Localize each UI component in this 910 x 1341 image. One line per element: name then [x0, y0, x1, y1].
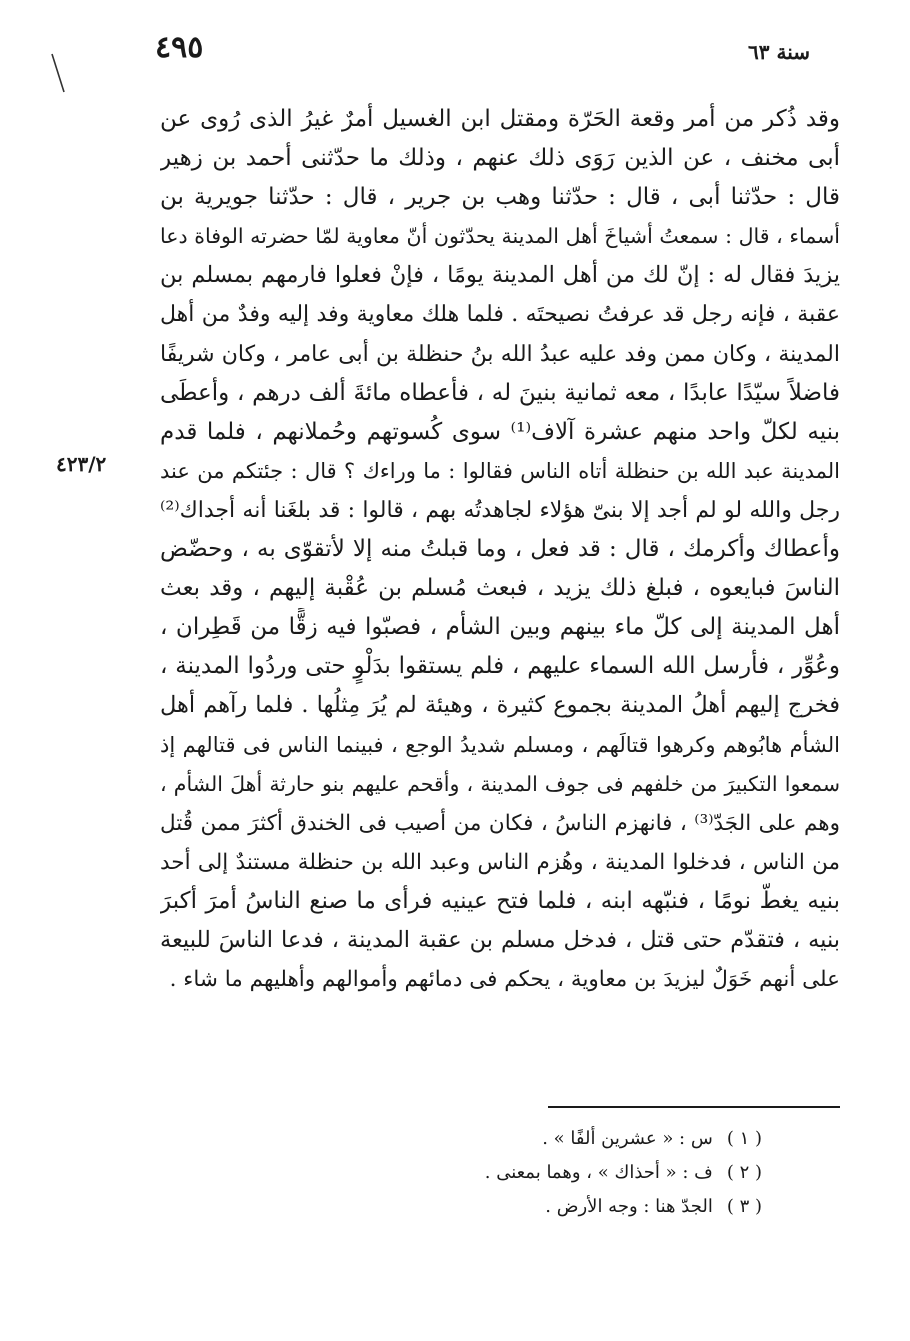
- text-line: الناسَ فبايعوه ، فبلغ ذلك يزيد ، فبعث مُسلم بن عُقْبة إليهم ، وقد بعث: [160, 575, 840, 602]
- text-line: وعُوِّر ، فأرسل الله السماء عليهم ، فلم يستقوا بدَلْوٍ حتى وردُوا المدينة ،: [160, 653, 840, 680]
- page-number: ٤٩٥: [155, 30, 204, 65]
- text-line: أسماء ، قال : سمعتُ أشياخَ أهل المدينة يحدّثون أنّ معاوية لمّا حضرته الوفاة دعا: [160, 224, 840, 249]
- text-line: أهل المدينة إلى كلّ ماء بينهم وبين الشأم ، فصبّوا فيه زقًّا من قَطِران ،: [160, 614, 840, 641]
- text-line: بنيه ، فتقدّم حتى قتل ، فدخل مسلم بن عقبة المدينة ، فدعا الناسَ للبيعة: [160, 926, 840, 953]
- text-line: عقبة ، فإنه رجل قد عرفتُ نصيحتَه . فلما هلك معاوية وفد إليه وفدٌ من أهل: [160, 302, 840, 328]
- text-line: سمعوا التكبيرَ من خلفهم فى جوف المدينة ، وأقحم عليهم بنو حارثة أهلَ الشأم ،: [160, 771, 840, 796]
- text-line: فاضلاً سيّدًا عابدًا ، معه ثمانية بنينَ له ، فأعطاه مائةَ ألف درهم ، وأعطَى: [160, 379, 840, 406]
- footnote: [402, 1190, 762, 1224]
- margin-mark-icon: [50, 52, 66, 94]
- text-line: بنيه يغطّ نومًا ، فنبّهه ابنه ، فلما فتح عينيه فرأى ما صنع الناسُ أمرَ أكبرَ: [160, 887, 840, 914]
- footnote-text: الجدّ هنا : وجه الأرض .: [545, 1196, 713, 1217]
- footnote-number: ( ٢ ): [726, 1162, 762, 1183]
- text-line: من الناس ، فدخلوا المدينة ، وهُزم الناس وعبد الله بن حنظلة مستندٌ إلى أحد: [160, 849, 840, 875]
- margin-reference: ٤٢٣/٢: [56, 452, 107, 476]
- text-line: بنيه لكلّ واحد منهم عشرة آلاف⁽¹⁾ سوى كُسوتهم وحُملانهم ، فلما قدم: [160, 418, 840, 445]
- footnote-number: ( ١ ): [726, 1128, 762, 1149]
- text-line: رجل والله لو لم أجد إلا بنىّ هؤلاء لجاهدتُه بهم ، قالوا : قد بلغَنا أنه أجداك⁽²⁾: [160, 497, 840, 523]
- body-text: [160, 100, 840, 999]
- running-head: سنة ٦٣: [748, 40, 810, 64]
- text-line: أبى مخنف ، عن الذين رَوَى ذلك عنهم ، وذلك ما حدّثنى أحمد بن زهير: [160, 145, 840, 172]
- footnote: [402, 1156, 762, 1190]
- text-line: فخرج إليهم أهلُ المدينة بجموع كثيرة ، وهيئة لم يُرَ مِثلُها . فلما رآهم أهل: [160, 692, 840, 719]
- text-line: الشأم هابُوهم وكرهوا قتالَهم ، ومسلم شديدُ الوجع ، فبينما الناس فى قتالهم إذ: [160, 732, 840, 757]
- text-line: وقد ذُكر من أمر وقعة الحَرّة ومقتل ابن الغسيل أمرٌ غيرُ الذى رُوى عن: [160, 106, 840, 132]
- footnote-text: س : « عشرين ألفًا » .: [542, 1128, 713, 1149]
- footnote-number: ( ٣ ): [726, 1196, 762, 1217]
- text-line: على أنهم خَوَلٌ ليزيدَ بن معاوية ، يحكم فى دمائهم وأموالهم وأهليهم ما شاء .: [169, 967, 840, 993]
- text-line: وأعطاك وأكرمك ، قال : قد فعل ، وما قبلتُ منه إلا لأتقوّى به ، وحضّض: [160, 536, 840, 563]
- footnote: [402, 1122, 762, 1156]
- text-line: وهم على الجَدّ⁽³⁾ ، فانهزم الناسُ ، فكان من أصيب فى الخندق أكثرَ ممن قُتل: [160, 810, 840, 836]
- text-line: المدينة عبد الله بن حنظلة أتاه الناس فقالوا : ما وراءك ؟ قال : جئتكم من عند: [160, 458, 840, 483]
- footnote-rule: [548, 1106, 840, 1108]
- text-line: قال : حدّثنا أبى ، قال : حدّثنا وهب بن جرير ، قال : حدّثنا جويرية بن: [160, 184, 840, 211]
- text-line: يزيدَ فقال له : إنّ لك من أهل المدينة يومًا ، فإنْ فعلوا فارمهم بمسلم بن: [160, 262, 840, 289]
- footnotes: [402, 1122, 762, 1224]
- text-line: المدينة ، وكان ممن وفد عليه عبدُ الله بنُ حنظلة بن أبى عامر ، وكان شريفًا: [160, 341, 840, 367]
- footnote-text: ف : « أحذاك » ، وهما بمعنى .: [484, 1162, 713, 1183]
